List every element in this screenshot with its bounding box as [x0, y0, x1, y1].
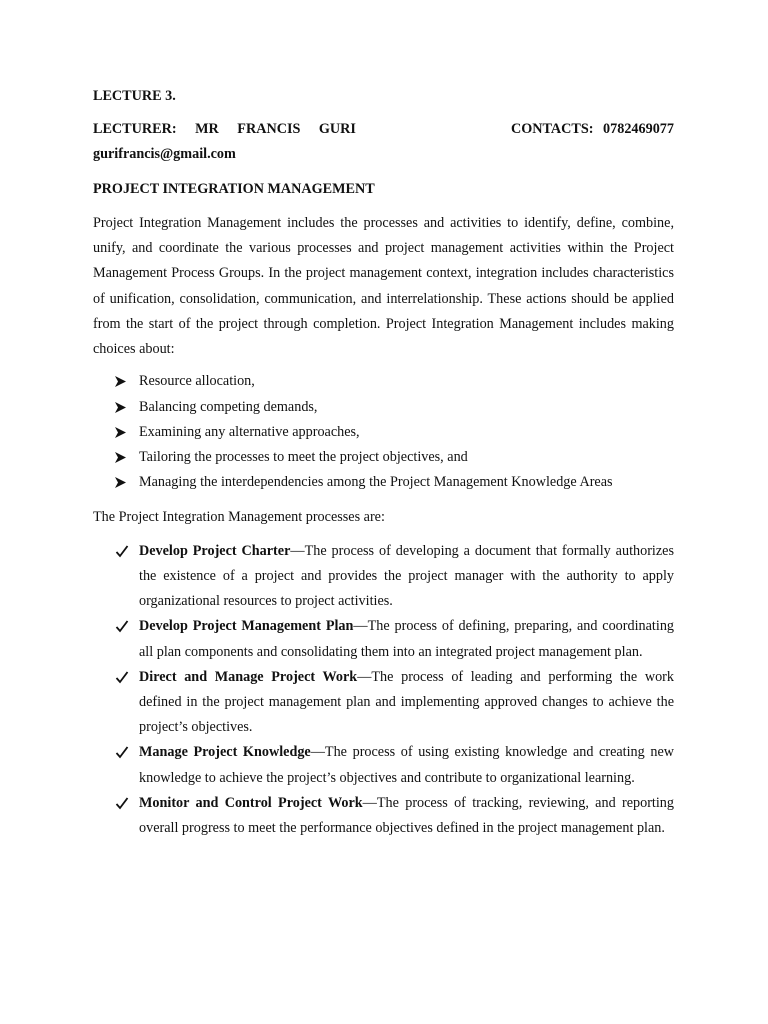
arrowhead-bullet-icon [114, 470, 128, 495]
contact-phone: CONTACTS: 0782469077 [511, 121, 674, 137]
list-item-text: Tailoring the processes to meet the project objectives, and [139, 449, 468, 466]
process-description: —The process of using existing knowledge and creating new knowledge to achieve the project’s objectives and contribute to organizational learning. [139, 744, 674, 786]
list-item-text: Examining any alternative approaches, [139, 423, 360, 440]
process-description: —The process of developing a document that formally authorizes the existence of a project and provides the project manager with the authority to apply organizational resources to project activities. [139, 542, 674, 610]
process-item [93, 740, 674, 790]
process-description: —The process of tracking, reviewing, and reporting overall progress to meet the performance objectives defined in the project management plan. [139, 794, 674, 836]
process-name: Monitor and Control Project Work [139, 794, 363, 811]
section-title: PROJECT INTEGRATION MANAGEMENT [93, 181, 375, 197]
process-name: Manage Project Knowledge [139, 744, 311, 761]
process-name: Develop Project Charter [139, 542, 291, 559]
list-item-text: Managing the interdependencies among the Project Management Knowledge Areas [139, 474, 613, 491]
arrowhead-bullet-icon [114, 420, 128, 445]
lecture-number: LECTURE 3. [93, 88, 176, 104]
checkmark-bullet-icon [115, 791, 129, 816]
checkmark-bullet-icon [115, 665, 129, 690]
process-name: Direct and Manage Project Work [139, 668, 358, 685]
process-item [93, 791, 674, 841]
checkmark-bullet-icon [115, 539, 129, 564]
list-item [93, 369, 674, 394]
processes-list [93, 539, 674, 841]
list-item [93, 395, 674, 420]
lecturer-name: LECTURER: MR FRANCIS GURI [93, 121, 356, 137]
list-item-text: Balancing competing demands, [139, 398, 318, 415]
processes-intro: The Project Integration Management processes are: [93, 508, 385, 525]
list-item-text: Resource allocation, [139, 373, 255, 390]
checkmark-bullet-icon [115, 614, 129, 639]
process-name: Develop Project Management Plan [139, 618, 354, 635]
choices-list [93, 369, 674, 495]
lecturer-contact-line [93, 117, 674, 142]
list-item [93, 420, 674, 445]
checkmark-bullet-icon [115, 740, 129, 765]
document-page [93, 84, 674, 841]
arrowhead-bullet-icon [114, 445, 128, 470]
list-item [93, 445, 674, 470]
intro-paragraph: Project Integration Management includes the processes and activities to identify, define, combine, unify, and coordinate the various processes and project management activities within the Project Management Process Groups. In the project management context, integration includes characteristics of unification, consolidation, communication, and interrelationship. These actions should be applied from the start of the project through completion. Project Integration Management includes making choices about: [93, 215, 674, 358]
arrowhead-bullet-icon [114, 395, 128, 420]
process-item [93, 539, 674, 615]
contact-email: gurifrancis@gmail.com [93, 146, 236, 162]
process-item [93, 614, 674, 664]
process-description: —The process of leading and performing the work defined in the project management plan and implementing approved changes to achieve the project’s objectives. [139, 668, 674, 736]
process-description: —The process of defining, preparing, and coordinating all plan components and consolidating them into an integrated project management plan. [139, 618, 675, 660]
process-item [93, 665, 674, 741]
arrowhead-bullet-icon [114, 369, 128, 394]
list-item [93, 470, 674, 495]
